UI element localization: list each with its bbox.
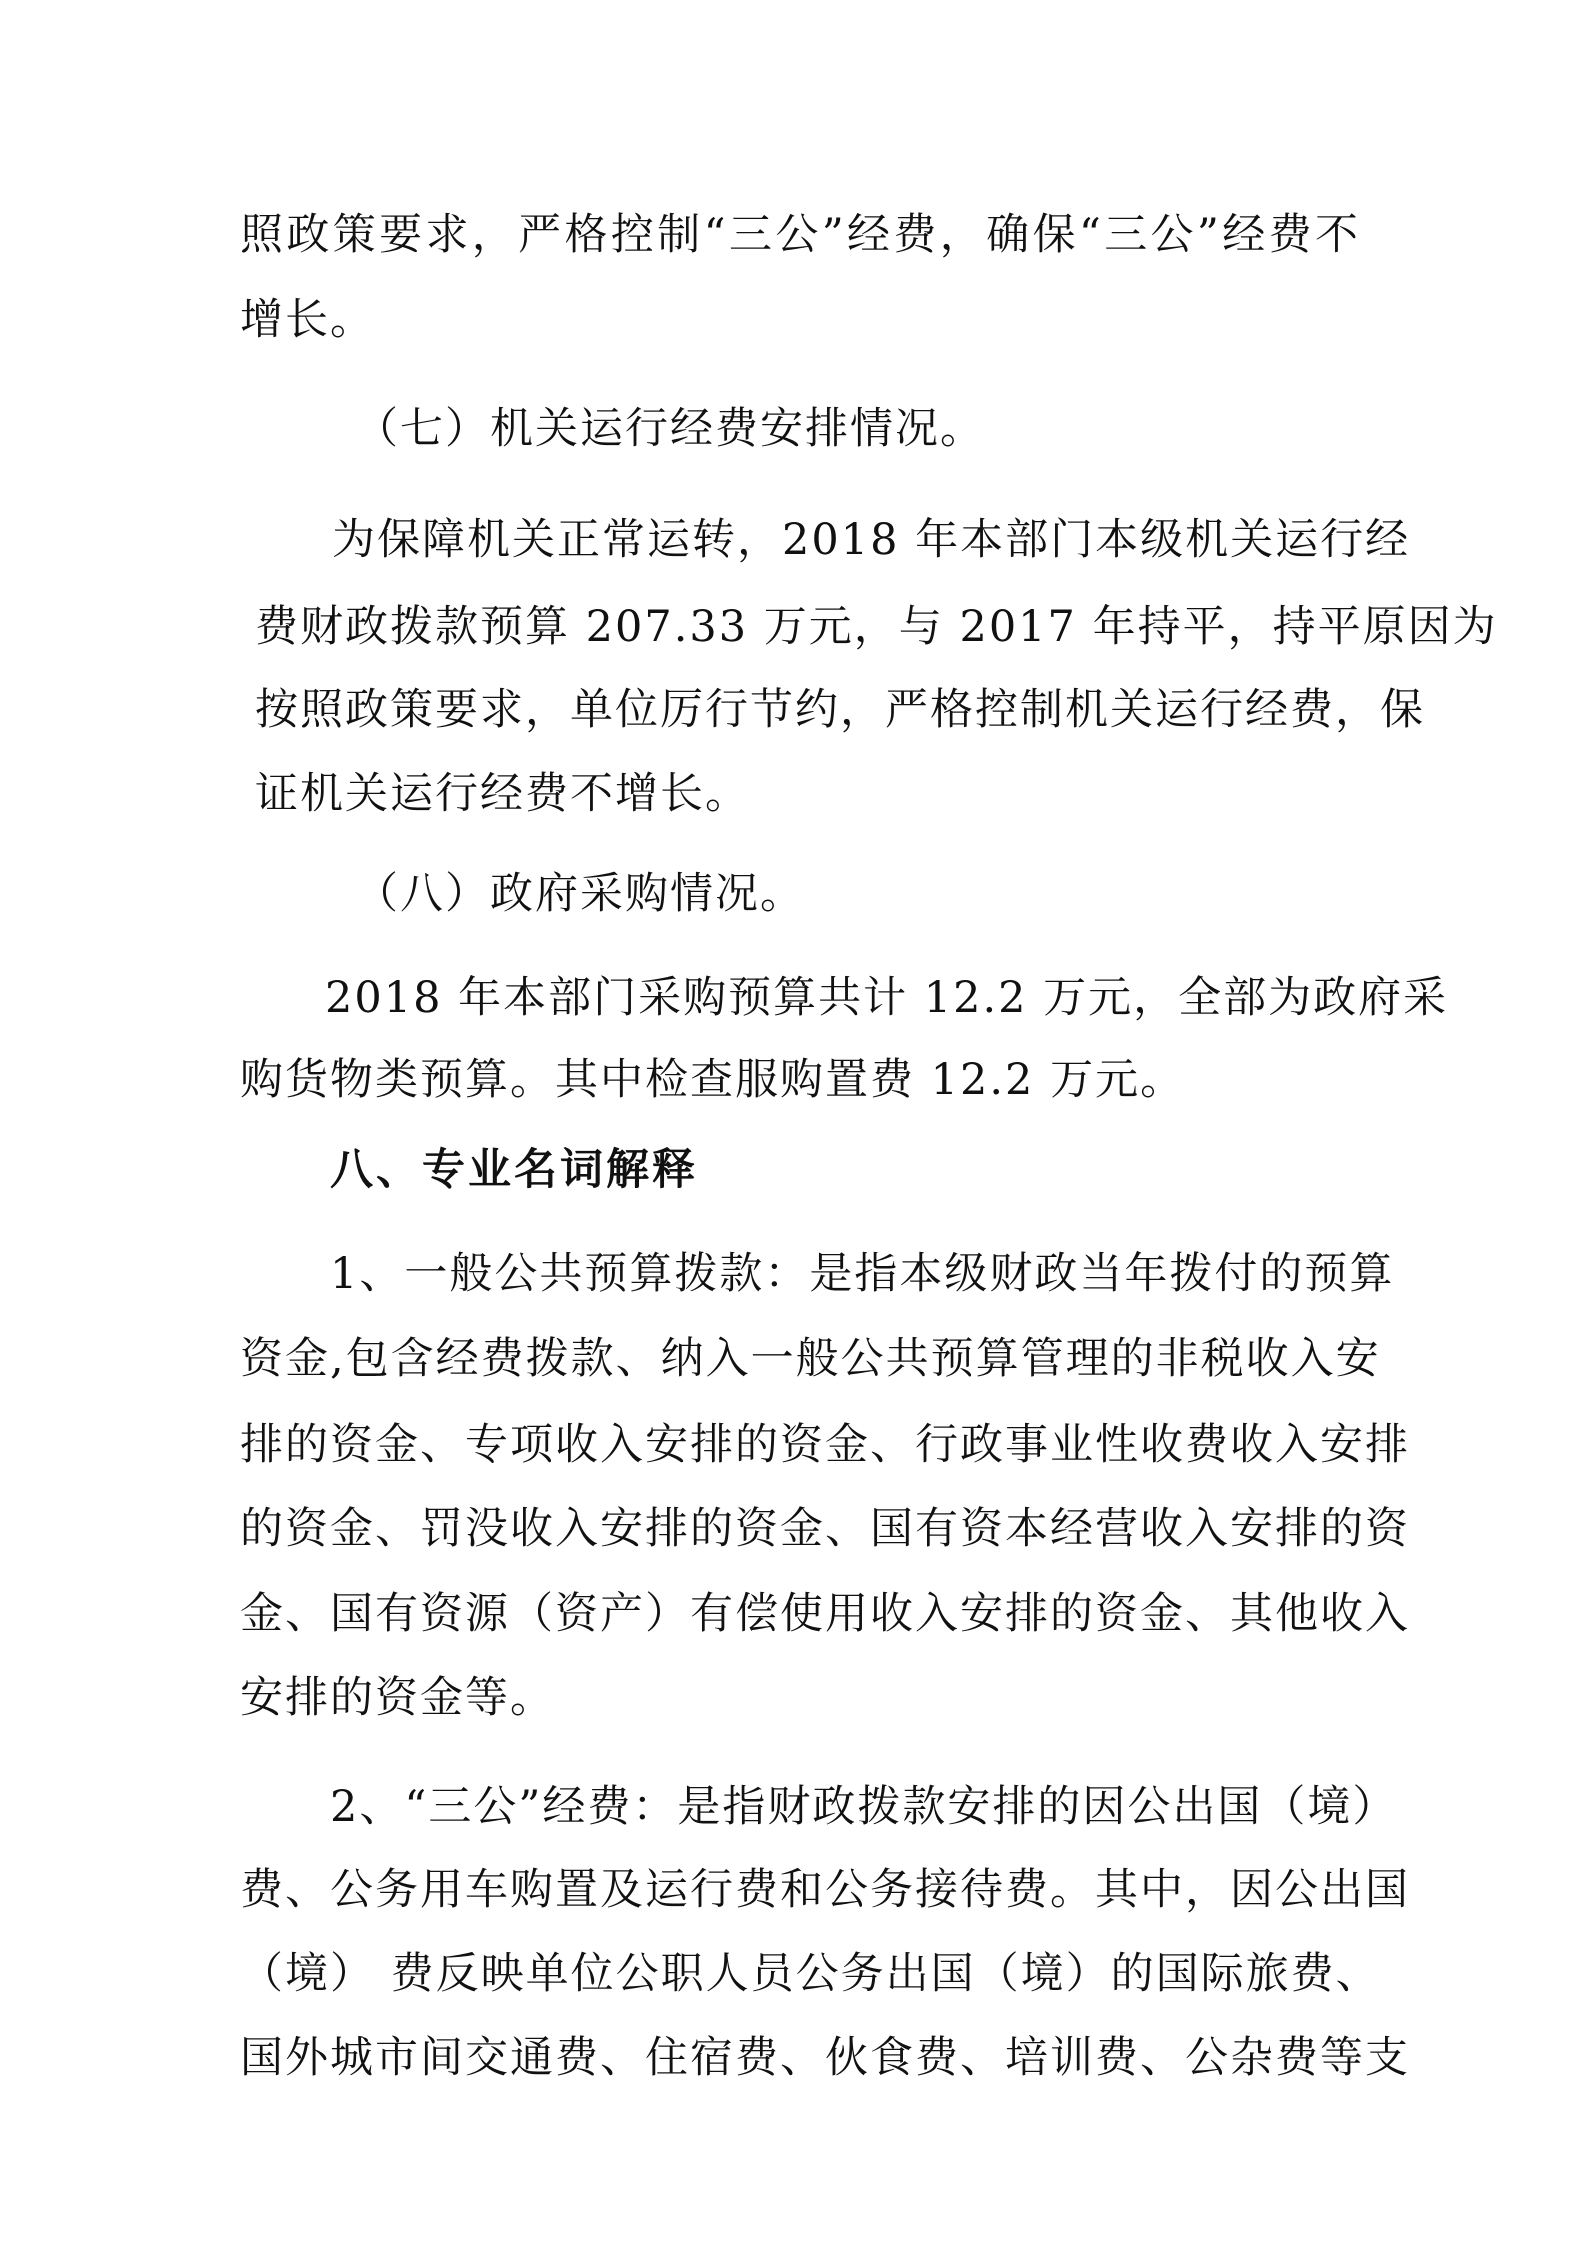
body-text-line: 国外城市间交通费、住宿费、伙食费、培训费、公杂费等支	[240, 2033, 1410, 2083]
section-heading: （七）机关运行经费安排情况。	[355, 404, 985, 454]
body-text-line: 金、国有资源（资产）有偿使用收入安排的资金、其他收入	[240, 1589, 1410, 1639]
body-text-line: 增长。	[240, 295, 375, 345]
section-heading: （八）政府采购情况。	[355, 869, 805, 919]
body-text-line: 资金,包含经费拨款、纳入一般公共预算管理的非税收入安	[240, 1334, 1381, 1384]
body-text-line: 2、“三公”经费：是指财政拨款安排的因公出国（境）	[330, 1782, 1398, 1832]
body-text-line: （境） 费反映单位公职人员公务出国（境）的国际旅费、	[240, 1949, 1381, 1999]
body-text-line: 按照政策要求，单位厉行节约，严格控制机关运行经费，保	[255, 685, 1425, 735]
body-text-line: 2018 年本部门采购预算共计 12.2 万元，全部为政府采	[325, 973, 1449, 1023]
body-text-line: 照政策要求，严格控制“三公”经费，确保“三公”经费不	[240, 210, 1360, 260]
body-text-line: 证机关运行经费不增长。	[255, 769, 750, 819]
chapter-heading: 八、专业名词解释	[330, 1145, 698, 1195]
body-text-line: 排的资金、专项收入安排的资金、行政事业性收费收入安排	[240, 1420, 1410, 1470]
body-text-line: 的资金、罚没收入安排的资金、国有资本经营收入安排的资	[240, 1504, 1410, 1554]
body-text-line: 安排的资金等。	[240, 1673, 555, 1723]
body-text-line: 为保障机关正常运转，2018 年本部门本级机关运行经	[332, 515, 1411, 565]
body-text-line: 购货物类预算。其中检查服购置费 12.2 万元。	[240, 1055, 1186, 1105]
body-text-line: 费、公务用车购置及运行费和公务接待费。其中，因公出国	[240, 1865, 1410, 1915]
body-text-line: 费财政拨款预算 207.33 万元，与 2017 年持平，持平原因为	[255, 602, 1498, 652]
body-text-line: 1、一般公共预算拨款：是指本级财政当年拨付的预算	[330, 1249, 1395, 1299]
